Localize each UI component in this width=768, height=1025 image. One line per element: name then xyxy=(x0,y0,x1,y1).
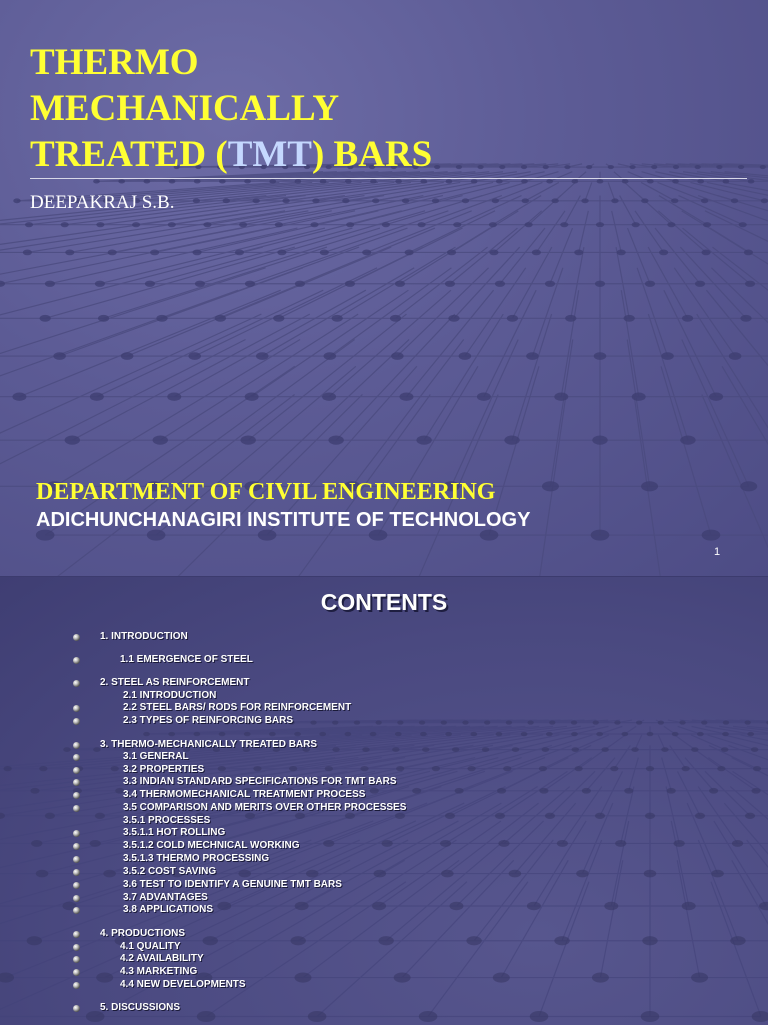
toc-item: 3. THERMO-MECHANICALLY TREATED BARS xyxy=(100,739,318,750)
bullet-icon xyxy=(73,779,80,786)
bullet-icon xyxy=(73,792,80,799)
toc-item: 4.1 QUALITY xyxy=(120,941,181,952)
bullet-icon xyxy=(73,805,80,812)
bullet-icon xyxy=(73,705,80,712)
bullet-icon xyxy=(73,1005,80,1012)
title-highlight: TMT xyxy=(227,134,312,175)
background-grid-pattern xyxy=(0,577,768,1025)
toc-item: 2.1 INTRODUCTION xyxy=(123,690,217,701)
slide-title xyxy=(30,40,432,178)
author-name: DEEPAKRAJ S.B. xyxy=(30,192,175,213)
bullet-icon xyxy=(73,944,80,951)
bullet-icon xyxy=(73,882,80,889)
toc-item: 5. DISCUSSIONS xyxy=(100,1002,181,1013)
toc-item: 3.7 ADVANTAGES xyxy=(123,892,208,903)
bullet-icon xyxy=(73,657,80,664)
toc-item: 4. PRODUCTIONS xyxy=(100,928,186,939)
bullet-icon xyxy=(73,931,80,938)
bullet-icon xyxy=(73,895,80,902)
bullet-icon xyxy=(73,843,80,850)
bullet-icon xyxy=(73,634,80,641)
bullet-icon xyxy=(73,754,80,761)
toc-item: 3.5.2 COST SAVING xyxy=(123,866,217,877)
contents-slide xyxy=(0,576,768,1025)
toc-item: 3.4 THERMOMECHANICAL TREATMENT PROCESS xyxy=(123,789,366,800)
page-number: 1 xyxy=(714,546,721,558)
bullet-icon xyxy=(73,767,80,774)
toc-item: 1. INTRODUCTION xyxy=(100,631,188,642)
bullet-icon xyxy=(73,830,80,837)
toc-item: 4.2 AVAILABILITY xyxy=(120,953,204,964)
department-name: DEPARTMENT OF CIVIL ENGINEERING xyxy=(36,479,496,505)
toc-item: 3.6 TEST TO IDENTIFY A GENUINE TMT BARS xyxy=(123,879,342,890)
toc-item: 3.1 GENERAL xyxy=(123,751,189,762)
contents-heading: CONTENTS xyxy=(320,589,448,615)
toc-item: 3.5.1.3 THERMO PROCESSING xyxy=(123,853,270,864)
toc-item: 3.5.1 PROCESSES xyxy=(123,815,211,826)
bullet-icon xyxy=(73,680,80,687)
toc-item: 3.2 PROPERTIES xyxy=(123,764,205,775)
title-divider xyxy=(30,178,747,179)
bullet-icon xyxy=(73,907,80,914)
title-line: THERMO MECHANICALLY TREATED ( xyxy=(30,42,340,175)
toc-item: 3.5.1.2 COLD MECHNICAL WORKING xyxy=(123,840,300,851)
bullet-icon xyxy=(73,718,80,725)
bullet-icon xyxy=(73,969,80,976)
institute-name: ADICHUNCHANAGIRI INSTITUTE OF TECHNOLOGY xyxy=(36,509,531,531)
toc-item: 4.3 MARKETING xyxy=(120,966,198,977)
toc-item: 4.4 NEW DEVELOPMENTS xyxy=(120,979,246,990)
toc-item: 1.1 EMERGENCE OF STEEL xyxy=(120,654,253,665)
bullet-icon xyxy=(73,742,80,749)
toc-item: 3.5.1.1 HOT ROLLING xyxy=(123,827,226,838)
title-end: ) BARS xyxy=(311,134,433,175)
toc-item: 3.3 INDIAN STANDARD SPECIFICATIONS FOR TMT BARS xyxy=(123,776,397,787)
bullet-icon xyxy=(73,982,80,989)
toc-item: 2. STEEL AS REINFORCEMENT xyxy=(100,677,250,688)
toc-item: 3.5 COMPARISON AND MERITS OVER OTHER PROCESSES xyxy=(123,802,407,813)
bullet-icon xyxy=(73,956,80,963)
bullet-icon xyxy=(73,869,80,876)
toc-item: 2.3 TYPES OF REINFORCING BARS xyxy=(123,715,294,726)
toc-item: 2.2 STEEL BARS/ RODS FOR REINFORCEMENT xyxy=(123,702,352,713)
toc-item: 3.8 APPLICATIONS xyxy=(123,904,214,915)
bullet-icon xyxy=(73,856,80,863)
